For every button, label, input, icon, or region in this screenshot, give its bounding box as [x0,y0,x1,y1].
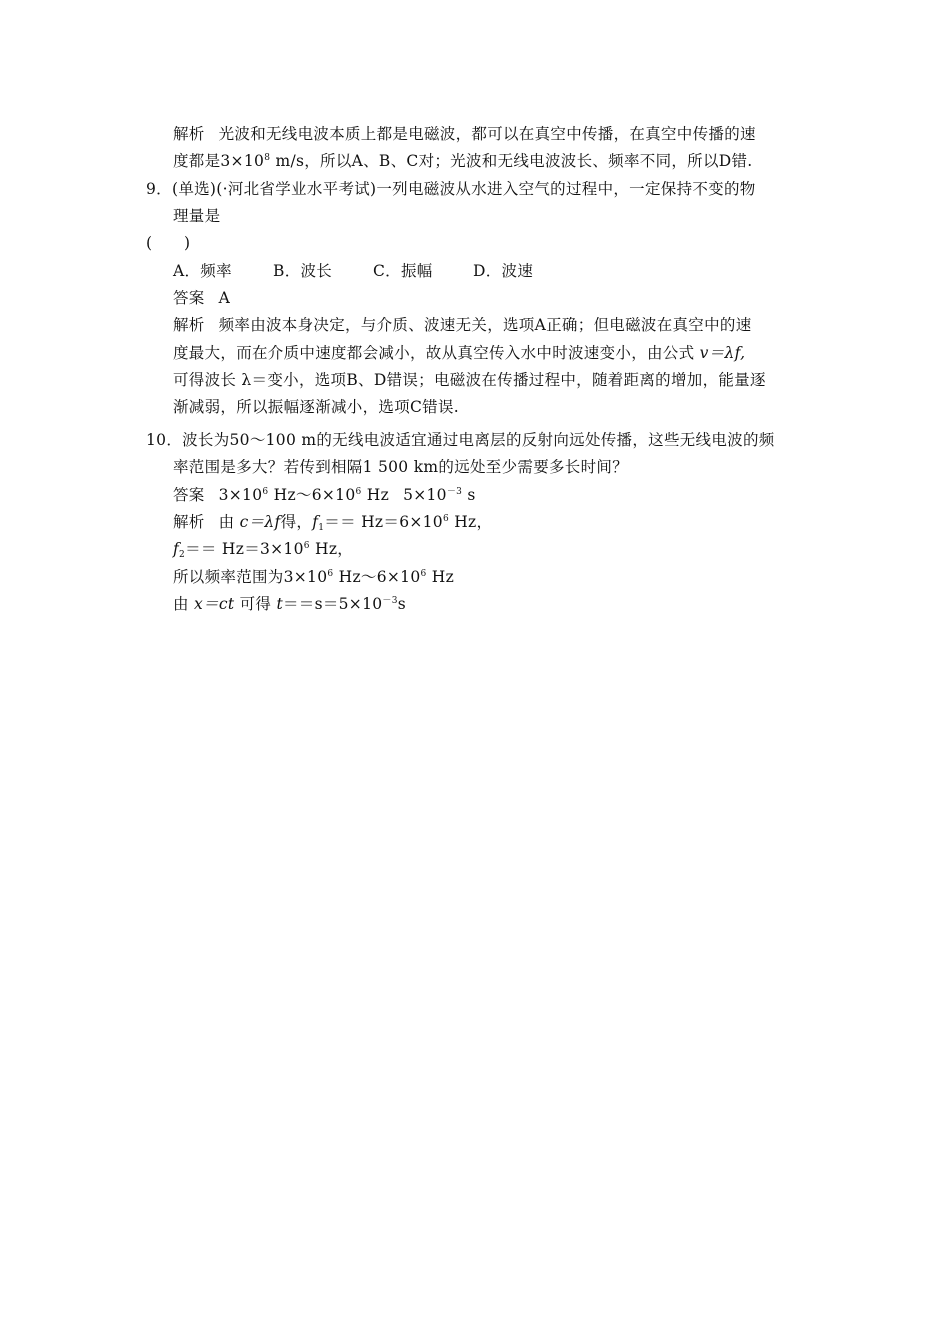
option-c: C．振幅 [373,262,433,280]
analysis-label: 解析 [173,125,205,143]
option-d: D．波速 [473,262,534,280]
option-b: B．波长 [273,262,333,280]
formula: c＝λf [239,513,281,531]
q9-answer-blank: ( ) [146,234,191,252]
q9-options [173,261,533,281]
formula: x＝ct [194,595,235,613]
q9-analysis-line-2: 度最大，而在介质中速度都会减小，故从真空传入水中时波速变小，由公式 v＝λf, [173,344,746,362]
q10-analysis-line-4: 由 x＝ct 可得 $t==s=5\times 10^{-3}s$ [173,595,407,613]
q8-analysis-line-1: 解析 光波和无线电波本质上都是电磁波，都可以在真空中传播，在真空中传播的速 [173,125,756,143]
question-number: 10． [146,431,183,449]
q9-analysis-line-1: 解析 频率由波本身决定，与介质、波速无关，选项A正确；但电磁波在真空中的速 [173,316,752,334]
q10-stem-line-1: 10．波长为50～100 m的无线电波适宜通过电离层的反射向远处传播，这些无线电波的频 [146,431,775,449]
q8-analysis-line-2: 度都是$3\times 10^8$ m/s，所以A、B、C对；光波和无线电波波长、频率不同，所以D错. [173,152,753,170]
question-number: 9． [146,180,172,198]
option-a: A．频率 [173,262,232,280]
analysis-label: 解析 [173,513,205,531]
answer-label: 答案 [173,289,205,307]
q9-analysis-line-3: 可得波长 λ＝变小，选项B、D错误；电磁波在传播过程中，随着距离的增加，能量逐 [173,371,766,389]
formula: v＝λf, [699,344,746,362]
answer-label: 答案 [173,486,205,504]
answer-value: A [218,289,231,307]
analysis-label: 解析 [173,316,205,334]
q10-answer: 答案 $3\times 10^6$ $Hz\sim 6\times 10^6$ Hz $5\times 10^{-3}$ s [173,486,476,504]
q10-analysis-line-3: 所以频率范围为$3\times 10^6$ $Hz\sim 6\times 10^6$ Hz [173,568,455,586]
q9-answer [173,288,230,308]
q10-analysis-line-2: $f_2== Hz=3\times 10^6$ Hz， [173,540,354,560]
q10-analysis-line-1: 解析 由 c＝λf得，$f_1== Hz=6\times 10^6$ Hz， [173,513,493,533]
q9-analysis-line-4: 渐减弱，所以振幅逐渐减小，选项C错误. [173,398,459,416]
q10-stem-line-2: 率范围是多大？若传到相隔1 500 km的远处至少需要多长时间？ [173,458,628,476]
q9-stem-line-2: 理量是 [173,207,221,225]
q9-stem-line-1: 9．(单选)(·河北省学业水平考试)一列电磁波从水进入空气的过程中，一定保持不变的物 [146,180,756,198]
